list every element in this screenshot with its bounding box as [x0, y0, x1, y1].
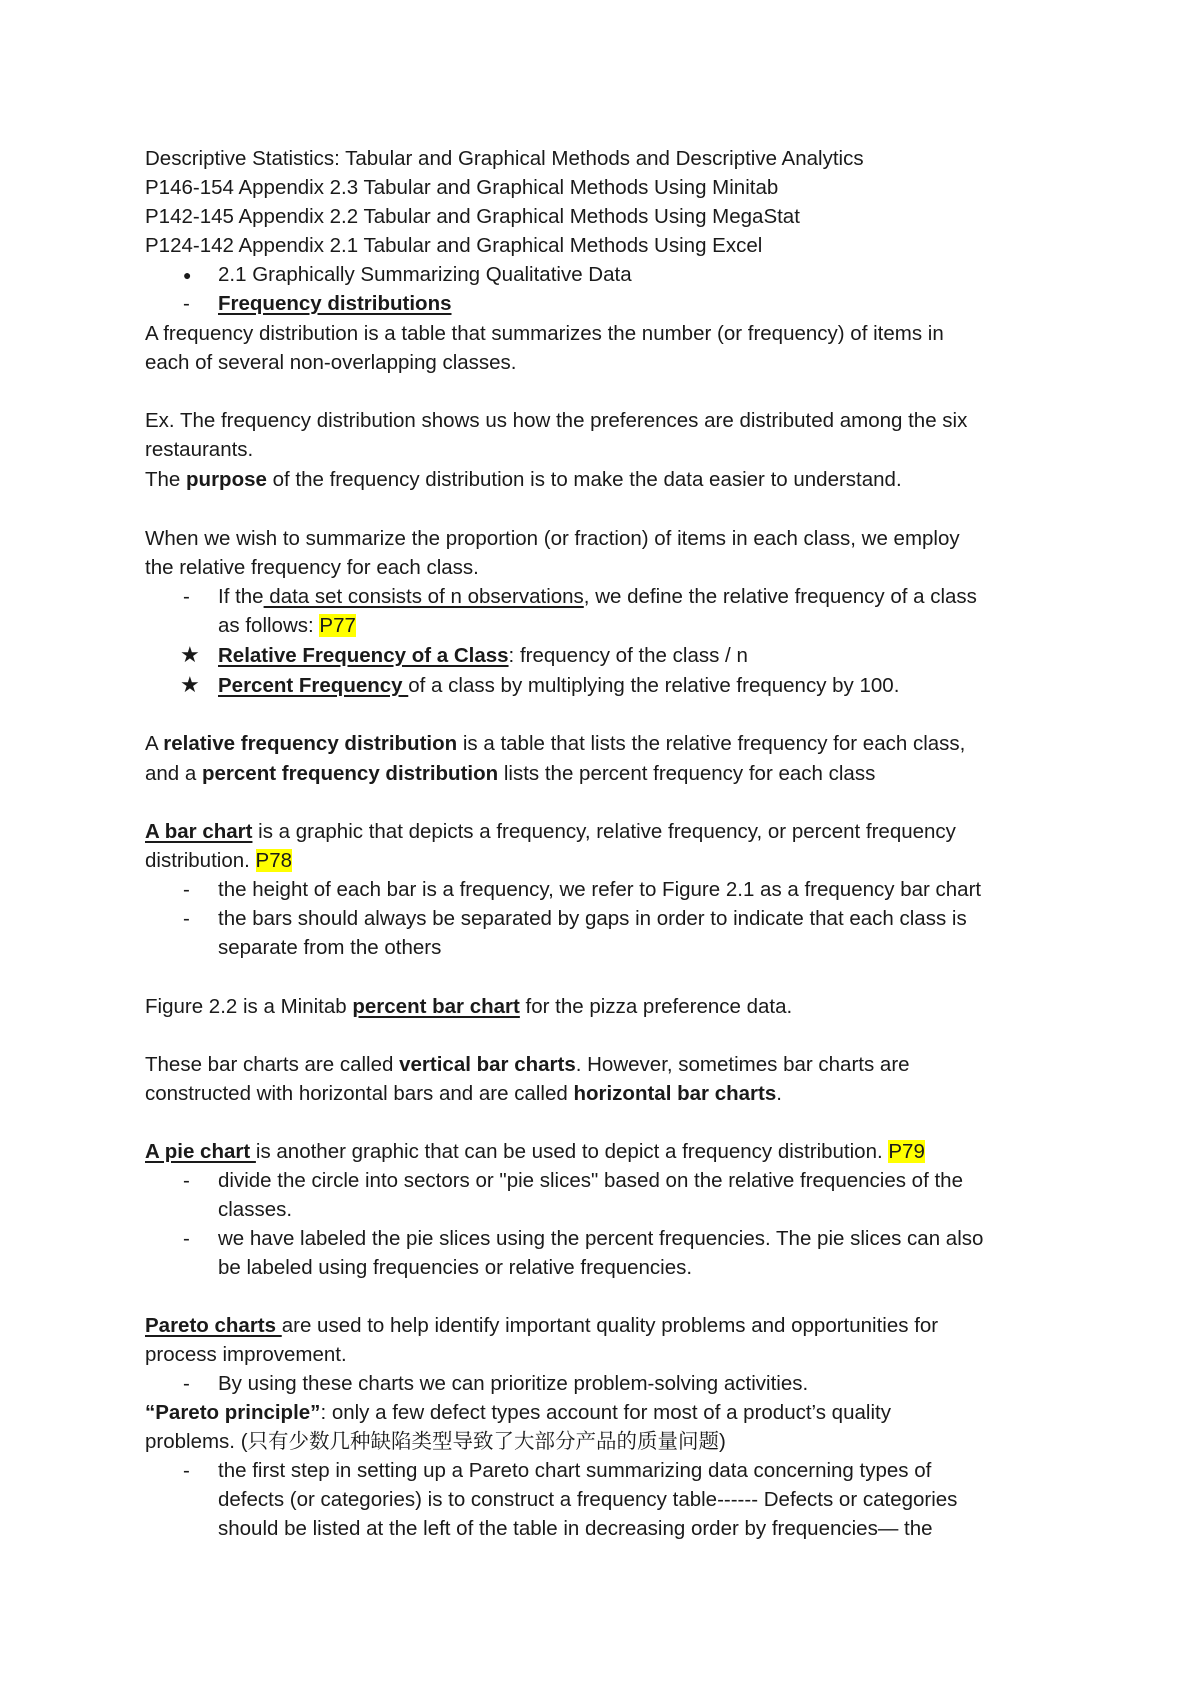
bar-chart-l2: distribution. — [145, 849, 256, 872]
figure-pre: Figure 2.2 is a Minitab — [145, 995, 353, 1018]
pie-item-2-cont: be labeled using frequencies or relative frequencies. — [218, 1256, 693, 1279]
star-icon: ★ — [180, 672, 200, 697]
pct-dist-post: lists the percent frequency for each class — [498, 762, 876, 785]
figure-2-2-line — [145, 993, 792, 1021]
example-line-1: Ex. The frequency distribution shows us how the preferences are distributed among the six — [145, 409, 968, 432]
dash-marker: - — [183, 1169, 190, 1192]
rel-dist-post: is a table that lists the relative frequency for each class, — [457, 732, 966, 755]
vertical-pre: These bar charts are called — [145, 1053, 400, 1076]
pie-item-1: divide the circle into sectors or "pie slices" based on the relative frequencies of the — [218, 1169, 963, 1192]
pareto-item-2-line-1: the first step in setting up a Pareto chart summarizing data concerning types of — [218, 1459, 932, 1482]
pie-chart-rest: is another graphic that can be used to depict a frequency distribution. — [255, 1140, 889, 1163]
dash-marker: - — [183, 878, 190, 901]
horizontal-post: . — [776, 1082, 782, 1105]
bar-chart-item-2: the bars should always be separated by gaps in order to indicate that each class is — [218, 907, 967, 930]
pie-item-1-cont: classes. — [218, 1198, 293, 1221]
freq-def-line-2: each of several non-overlapping classes. — [145, 351, 517, 374]
pareto-line-1 — [145, 1312, 938, 1340]
pareto-principle-rest: : only a few defect types account for most of a product’s quality — [320, 1401, 891, 1424]
bar-chart-rest: is a graphic that depicts a frequency, relative frequency, or percent frequency — [252, 820, 956, 843]
pct-dist-pre: and a — [145, 762, 202, 785]
vertical-line-1 — [145, 1051, 910, 1079]
relative-frequency-def — [218, 642, 748, 670]
page-ref-p79: P79 — [888, 1140, 925, 1163]
appendix-2-2-line: P142-145 Appendix 2.2 Tabular and Graphical Methods Using MegaStat — [145, 205, 800, 228]
rel-dist-pre: A — [145, 732, 164, 755]
relative-frequency-distribution-term: relative frequency distribution — [163, 732, 458, 755]
vertical-post: . However, sometimes bar charts are — [575, 1053, 910, 1076]
purpose-line — [145, 466, 902, 494]
freq-def-line-1: A frequency distribution is a table that summarizes the number (or frequency) of items in — [145, 322, 944, 345]
rel-dist-line-2 — [145, 760, 875, 788]
pareto-item-1: By using these charts we can prioritize problem-solving activities. — [218, 1372, 809, 1395]
dash-marker: - — [183, 907, 190, 930]
page-ref-p77: P77 — [319, 614, 356, 637]
frequency-distributions-term: Frequency distributions — [218, 292, 452, 315]
pareto-charts-term: Pareto charts — [145, 1314, 282, 1337]
relative-line-1: When we wish to summarize the proportion (or fraction) of items in each class, we employ — [145, 527, 960, 550]
if-data-set-line — [218, 583, 977, 611]
pie-item-2: we have labeled the pie slices using the percent frequencies. The pie slices can also — [218, 1227, 984, 1250]
dash-marker: - — [183, 1227, 190, 1250]
as-follows-line — [218, 612, 356, 640]
star-icon: ★ — [180, 642, 200, 667]
bar-chart-line-2 — [145, 847, 292, 875]
percent-bar-chart-term: percent bar chart — [352, 995, 520, 1018]
section-2-1-title: 2.1 Graphically Summarizing Qualitative Data — [218, 263, 632, 286]
percent-frequency-distribution-term: percent frequency distribution — [202, 762, 499, 785]
purpose-post: of the frequency distribution is to make the data easier to understand. — [266, 468, 902, 491]
horizontal-pre: constructed with horizontal bars and are called — [145, 1082, 574, 1105]
frequency-distributions-heading — [218, 290, 452, 318]
rel-dist-line-1 — [145, 730, 965, 758]
bar-chart-item-1: the height of each bar is a frequency, we refer to Figure 2.1 as a frequency bar chart — [218, 878, 982, 901]
vertical-bar-charts-term: vertical bar charts — [399, 1053, 576, 1076]
purpose-pre: The — [145, 468, 187, 491]
appendix-2-3-line: P146-154 Appendix 2.3 Tabular and Graphical Methods Using Minitab — [145, 176, 779, 199]
figure-post: for the pizza preference data. — [519, 995, 793, 1018]
if-pre: If the — [218, 585, 264, 608]
dash-marker: - — [183, 585, 190, 608]
relative-frequency-rest: : frequency of the class / n — [508, 644, 748, 667]
pareto-principle-term: “Pareto principle” — [145, 1401, 321, 1424]
example-line-2: restaurants. — [145, 438, 254, 461]
relative-frequency-term: Relative Frequency of a Class — [218, 644, 509, 667]
dash-marker: - — [183, 1459, 190, 1482]
appendix-2-1-line: P124-142 Appendix 2.1 Tabular and Graphical Methods Using Excel — [145, 234, 763, 257]
bar-chart-line-1 — [145, 818, 956, 846]
percent-frequency-def — [218, 672, 899, 700]
dash-marker: - — [183, 1372, 190, 1395]
percent-frequency-term: Percent Frequency — [218, 674, 409, 697]
dash-marker: - — [183, 292, 190, 315]
page-ref-p78: P78 — [255, 849, 293, 872]
pareto-principle-line — [145, 1399, 891, 1427]
percent-frequency-rest: of a class by multiplying the relative frequency by 100. — [408, 674, 900, 697]
pareto-item-2-line-3: should be listed at the left of the table in decreasing order by frequencies— the — [218, 1517, 933, 1540]
relative-line-2: the relative frequency for each class. — [145, 556, 479, 579]
bullet-icon: ● — [183, 267, 192, 283]
bar-chart-item-2-cont: separate from the others — [218, 936, 442, 959]
document-title: Descriptive Statistics: Tabular and Graphical Methods and Descriptive Analytics — [145, 147, 864, 170]
pareto-principle-line-2: problems. (只有少数几种缺陷类型导致了大部分产品的质量问题) — [145, 1430, 726, 1453]
bar-chart-term: A bar chart — [145, 820, 253, 843]
pie-chart-term: A pie chart — [145, 1140, 256, 1163]
data-set-underlined: data set consists of n observations — [263, 585, 584, 608]
horizontal-bar-charts-term: horizontal bar charts — [573, 1082, 777, 1105]
purpose-term: purpose — [186, 468, 267, 491]
pareto-rest: are used to help identify important quality problems and opportunities for — [281, 1314, 939, 1337]
pareto-item-2-line-2: defects (or categories) is to construct a frequency table------ Defects or categories — [218, 1488, 958, 1511]
if-post: , we define the relative frequency of a class — [583, 585, 977, 608]
vertical-line-2 — [145, 1080, 782, 1108]
as-follows-text: as follows: — [218, 614, 320, 637]
pie-chart-line — [145, 1138, 925, 1166]
pareto-line-2: process improvement. — [145, 1343, 347, 1366]
